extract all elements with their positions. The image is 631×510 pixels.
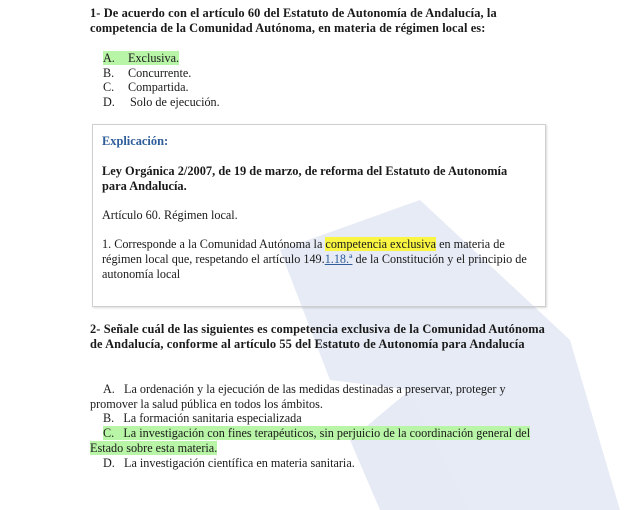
option-text: Solo de ejecución. (130, 95, 220, 109)
option-letter: B. (103, 66, 115, 80)
question-1-option-c[interactable] (103, 80, 189, 95)
option-text: La investigación con fines terapéuticos, sin perjuicio de la coordinación general del Estado sobre esta materia. (90, 426, 531, 455)
question-2-option-c[interactable] (90, 426, 545, 456)
question-2-option-b[interactable] (90, 411, 545, 426)
option-letter: A. (103, 51, 115, 65)
option-letter: D. (103, 95, 115, 109)
option-letter: B. (103, 411, 115, 425)
question-1-option-a[interactable] (103, 51, 179, 66)
option-letter: A. (103, 382, 115, 396)
option-text: Compartida. (128, 80, 189, 94)
question-1-option-d[interactable] (103, 95, 220, 110)
question-1-title: 1- De acuerdo con el artículo 60 del Estatuto de Autonomía de Andalucía, la competencia de la Comunidad Autónoma, en materia de régimen local es: (90, 6, 497, 35)
question-1-option-b[interactable] (103, 66, 191, 81)
question-2-title: 2- Señale cuál de las siguientes es competencia exclusiva de la Comunidad Autónoma de Andalucía, conforme al artículo 55 del Estatuto de Autonomía para Andalucía (90, 322, 545, 351)
option-text: La ordenación y la ejecución de las medidas destinadas a preservar, proteger y promover la salud pública en todos los ámbitos. (90, 382, 506, 411)
option-text: Concurrente. (128, 66, 192, 80)
explanation-text-part: 1. Corresponde a la Comunidad Autónoma la (102, 237, 326, 251)
explanation-title: Explicación: (102, 134, 169, 148)
explanation-article: Artículo 60. Régimen local. (102, 208, 238, 222)
option-text: La investigación científica en materia sanitaria. (124, 456, 355, 470)
option-text: La formación sanitaria especializada (123, 411, 302, 425)
explanation-text-part: en materia de régimen local que, respetando el artículo 149. (102, 237, 505, 266)
explanation-highlight: competencia exclusiva (325, 237, 437, 251)
question-2-option-a[interactable] (90, 382, 545, 412)
option-letter: D. (103, 456, 115, 470)
explanation-text-part: de la Constitución y el principio de autonomía local (102, 252, 527, 281)
explanation-text (102, 237, 534, 282)
option-letter: C. (103, 80, 115, 94)
question-2-option-d[interactable] (90, 456, 545, 471)
explanation-law-title: Ley Orgánica 2/2007, de 19 de marzo, de reforma del Estatuto de Autonomía para Andalucía. (102, 164, 508, 193)
option-letter: C. (103, 426, 115, 440)
constitution-link[interactable]: 1.18.ª (324, 252, 353, 266)
option-text: Exclusiva. (128, 51, 180, 65)
